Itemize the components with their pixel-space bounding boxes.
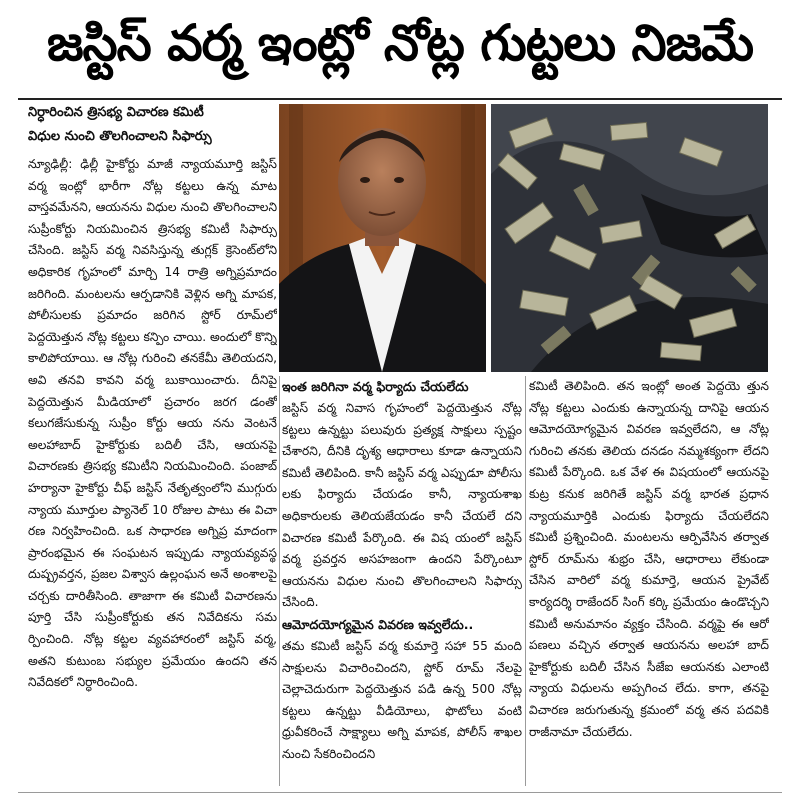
- column-2-heading-2: ఆమోదయోగ్యమైన వివరణ ఇవ్వలేదు..: [282, 616, 474, 632]
- burnt-currency-notes-photo: [491, 104, 768, 372]
- article-column-2: [282, 376, 522, 786]
- column-3-text: కమిటీ తెలిపింది. తన ఇంట్లో అంత పెద్దయె త్తున నోట్ల కట్టలు ఎందుకు ఉన్నాయన్న దానిపై ఆయన ఆమోదయోగ్యమైన వివరణ ఇవ్వలేదని, ఆ నోట్ల గురించి తనకు తెలియ దనడం నమ్మశక్యంగా లేదని కమిటీ పేర్కొంది. ఒక వేళ ఈ విషయంలో ఆయనపై కుట్ర కనుక జరిగితే జస్టిస్ వర్మ భారత ప్రధాన న్యాయమూర్తికి ఎందుకు ఫిర్యాదు చేయలేదని కమిటీ ప్రశ్నించింది. మంటలను ఆర్పివేసిన తర్వాత స్టోర్ రూమ్‌ను శుభ్రం చేసి, ఆధారాలు లేకుండా చేసిన వారిలో వర్మ కుమార్తె, ఆయన ప్రైవేట్ కార్యదర్శి రాజేందర్ సింగ్ కర్కి ప్రమేయం ఉండొచ్చని కమిటీ అనుమానం వ్యక్తం చేసింది. వర్మపై ఈ ఆరో పణలు వచ్చిన తర్వాత ఆయనను అలహా బాద్ హైకోర్టుకు బదిలీ చేసిన సీజేఐ ఆయనకు ఎలాంటి న్యాయ విధులను అప్పగించ లేదు. కాగా, తనపై విచారణ జరుగుతున్న క్రమంలో వర్మ తన పదవికి రాజీనామా చేయలేదు.: [529, 379, 769, 739]
- article-column-3: [529, 376, 769, 786]
- column-1-text: న్యూఢిల్లీ: ఢిల్లీ హైకోర్టు మాజీ న్యాయమూర్తి జస్టిస్ వర్మ ఇంట్లో భారీగా నోట్ల కట్టలు ఉన్న మాట వాస్తవమేనని, ఆయనను విధుల నుంచి తొలగించాలని సుప్రీంకోర్టు నియమించిన త్రిసభ్య కమిటీ సిఫార్సు చేసింది. జస్టిస్ వర్మ నివసిస్తున్న తుగ్లక్ క్రెసెంట్‌లోని అధికారిక గృహంలో మార్చి 14 రాత్రి అగ్నిప్రమాదం జరిగింది. మంటలను ఆర్పడానికి వెళ్లిన అగ్ని మాపక, పోలీసులకు ప్రమాదం జరిగిన స్టోర్ రూమ్‌లో పెద్దయెత్తున నోట్ల కట్టలు కన్పిం చాయి. అందులో కొన్ని కాలిపోయాయి. ఆ నోట్ల గురించి తనకేమీ తెలియదని, అవి తనవి కావని వర్మ బుకాయించారు. దీనిపై పెద్దయెత్తున మీడియాలో ప్రచారం జరగ డంతో కలుగజేసుకున్న సుప్రీం కోర్టు ఆయ నను వెంటనే అలహాబాద్ హైకోర్టుకు బదిలీ చేసి, ఆయనపై విచారణకు త్రిసభ్య కమిటీని నియమించింది. పంజాబ్ హర్యానా హైకోర్టు చీఫ్ జస్టిస్ నేతృత్వంలోని ముగ్గురు న్యాయ మూర్తుల ప్యానెల్ 10 రోజుల పాటు ఈ విచా రణ నిర్వహించింది. ఒక సాధారణ అగ్నిప్ర మాదంగా ప్రారంభమైన ఈ సంఘటన ఇప్పుడు న్యాయవ్యవస్థ దుష్ప్రవర్తన, ప్రజల విశ్వాస ఉల్లంఘన అనే అంశాలపై చర్చకు దారితీసింది. తాజాగా ఈ కమిటీ విచారణను పూర్తి చేసి సుప్రీంకోర్టుకు తన నివేదికను సమ ర్పించింది. నోట్ల కట్టల వ్యవహారంలో జస్టిస్ వర్మ, అతని కుటుంబ సభ్యుల ప్రమేయం ఉందని తన నివేదికలో నిర్ధారించింది.: [28, 157, 277, 690]
- column-2-paragraph-1: జస్టిస్ వర్మ నివాస గృహంలో పెద్దయెత్తున నోట్ల కట్టలు ఉన్నట్టు పలువురు ప్రత్యక్ష సాక్షులు స్పష్టం చేశారని, దీనికి దృశ్య ఆధారాలు కూడా ఉన్నాయని కమిటీ తెలిపింది. కానీ జస్టిస్ వర్మ ఎప్పుడూ పోలీసు లకు ఫిర్యాదు చేయడం కానీ, న్యాయశాఖ అధికారులకు తెలియజేయడం కానీ చేయలే దని విచారణ కమిటీ పేర్కొంది. ఈ విష యంలో జస్టిస్ వర్మ ప్రవర్తన అసహజంగా ఉందని పేర్కొంటూ ఆయనను విధుల నుంచి తొలగించాలని సిఫార్సు చేసింది.: [282, 401, 522, 610]
- bottom-rule: [18, 792, 782, 793]
- column-2-paragraph-2: తమ కమిటీ జస్టిస్ వర్మ కుమార్తె సహా 55 మంది సాక్షులను విచారించిందని, స్టోర్ రూమ్ నేలపై చెల్లాచెదురుగా పెద్దయెత్తున పడి ఉన్న 500 నోట్ల కట్టలు ఉన్నట్టు వీడియోలు, ఫొటోలు వంటి ధ్రువీకరించే సాక్ష్యాలు అగ్ని మాపక, పోలీస్ శాఖల నుంచి సేకరించిందని: [282, 638, 522, 761]
- headline: జస్టిస్ వర్మ ఇంట్లో నోట్ల గుట్టలు నిజమే: [46, 13, 754, 72]
- column-divider-1: [279, 376, 280, 786]
- subheadline-1: నిర్ధారించిన త్రిసభ్య విచారణ కమిటీ: [28, 105, 204, 120]
- column-divider-2: [525, 376, 526, 786]
- headline-rule: [18, 98, 782, 100]
- justice-varma-portrait: [279, 104, 486, 372]
- article-column-1: [28, 154, 277, 786]
- column-2-heading-1: ఇంత జరిగినా వర్మ ఫిర్యాదు చేయలేదు: [282, 379, 469, 394]
- subheadline-2: విధుల నుంచి తొలగించాలని సిఫార్సు: [28, 129, 212, 144]
